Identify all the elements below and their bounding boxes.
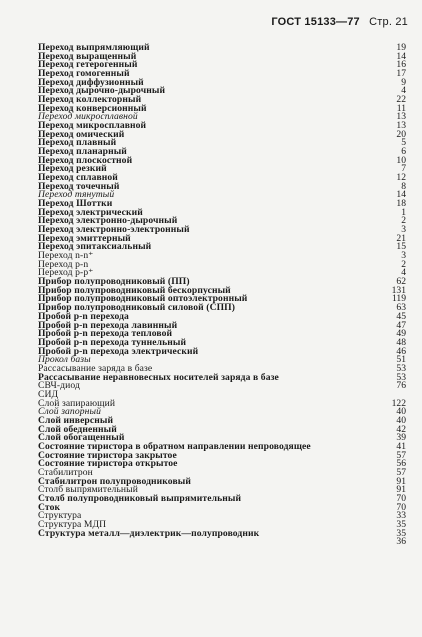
index-term: Прокол базы [38, 354, 91, 366]
index-page-number: 33 [396, 510, 406, 522]
index-page-number: 57 [396, 449, 406, 461]
index-page-number: 18 [396, 198, 406, 210]
index-page-number: 8 [401, 180, 406, 192]
index-page-number: 14 [396, 50, 406, 62]
index-page-number: 51 [396, 354, 406, 366]
index-term: Слой запирающий [38, 397, 116, 409]
index-page-number: 3 [401, 250, 406, 262]
index-page-number: 17 [396, 68, 406, 80]
index-page-number: 3 [401, 224, 406, 236]
index-page-number: 131 [391, 284, 406, 296]
index-page-number: 2 [401, 215, 406, 227]
index-term: Столб полупроводниковый выпрямительный [38, 492, 242, 504]
index-page-number: 46 [396, 345, 406, 357]
index-page-number: 56 [396, 458, 406, 470]
index-term: Прибор полупроводниковый бескорпусный [38, 284, 231, 296]
index-page-number: 45 [396, 310, 406, 322]
index-entry [38, 501, 406, 513]
index-term: Пробой p-n перехода тепловой [38, 328, 173, 340]
index-term: Переход эмиттерный [38, 232, 131, 244]
index-page-number: 13 [396, 120, 406, 132]
index-page-number: 35 [396, 527, 406, 539]
index-entry [38, 345, 406, 357]
index-page-number: 42 [396, 423, 406, 435]
index-term: Переход n-n⁺ [38, 250, 94, 262]
index-page-number: 9 [401, 76, 406, 88]
index-page-number: 70 [396, 492, 406, 504]
index-term: Столб выпрямительный [38, 484, 138, 496]
index-page-number: 11 [396, 102, 406, 114]
index-page-number: 15 [396, 241, 406, 253]
terms-index [38, 44, 406, 547]
index-term: Переход дырочно-дырочный [38, 85, 166, 97]
index-term: Пробой p-n перехода электрический [38, 345, 199, 357]
index-term: Структура [38, 510, 82, 522]
index-page-number: 63 [396, 302, 406, 314]
index-page-number: 119 [391, 293, 406, 305]
index-term: Структура металл—диэлектрик—полупроводник [38, 527, 260, 539]
index-term: Переход сплавной [38, 172, 118, 184]
index-term: Стабилитрон [38, 466, 93, 478]
page-number: Стр. 21 [369, 16, 408, 28]
index-page-number: 19 [396, 42, 406, 53]
index-term: Переход тянутый [38, 189, 115, 201]
index-entry [38, 538, 406, 547]
index-term: Переход планарный [38, 146, 127, 158]
index-page-number: 36 [396, 536, 406, 548]
index-page-number: 16 [396, 59, 406, 71]
index-page-number: 4 [401, 85, 406, 97]
index-page-number: 10 [396, 154, 406, 166]
index-page-number: 7 [401, 163, 406, 175]
index-page-number: 21 [396, 232, 406, 244]
index-term: Состояние тиристора открытое [38, 458, 178, 470]
index-entry [38, 382, 406, 391]
index-page-number: 4 [401, 267, 406, 279]
index-term: Рассасывание неравновесных носителей заряда в базе [38, 371, 279, 383]
index-term: Переход конверсионный [38, 102, 147, 114]
index-entry [38, 492, 406, 504]
index-page-number: 48 [396, 336, 406, 348]
index-term: Переход p-n [38, 258, 89, 270]
index-term: Переход коллекторный [38, 94, 142, 106]
index-term: Структура МДП [38, 518, 107, 530]
index-term: СВЧ-диод [38, 380, 80, 392]
index-term: Стабилитрон полупроводниковый [38, 475, 191, 487]
index-term: Переход микросплавной [38, 120, 147, 132]
index-term: Переход гетерогенный [38, 59, 138, 71]
index-term: Переход выпрямляющий [38, 42, 150, 53]
index-term: Прибор полупроводниковый оптоэлектронный [38, 293, 248, 305]
index-term: Слой обедненный [38, 423, 117, 435]
index-page-number: 35 [396, 518, 406, 530]
index-term: Состояние тиристора в обратном направлении непроводящее [38, 440, 311, 452]
index-term: Переход диффузионный [38, 76, 144, 88]
index-page-number: 91 [396, 484, 406, 496]
index-page-number: 91 [396, 475, 406, 487]
index-page-number: 39 [396, 432, 406, 444]
index-term: Слой запорный [38, 406, 101, 418]
index-page-number: 47 [396, 319, 406, 331]
index-term: Переход выращенный [38, 50, 137, 62]
standard-number: ГОСТ 15133—77 [271, 16, 360, 28]
index-page-number: 70 [396, 501, 406, 513]
index-term: СИД [38, 388, 59, 400]
index-term: Переход резкий [38, 163, 107, 175]
index-page-number: 49 [396, 328, 406, 340]
index-term: Переход микросплавной [38, 111, 138, 123]
index-term: Переход плоскостной [38, 154, 133, 166]
index-page-number: 76 [396, 380, 406, 392]
index-term: Рассасывание заряда в базе [38, 362, 153, 374]
index-term: Переход точечный [38, 180, 120, 192]
index-page-number: 62 [396, 276, 406, 288]
index-page-number: 13 [396, 111, 406, 123]
index-term: Переход электронно-дырочный [38, 215, 178, 227]
index-term: Пробой p-n перехода лавинный [38, 319, 178, 331]
index-term: Пробой p-n перехода [38, 310, 129, 322]
index-page-number: 1 [401, 206, 406, 218]
index-page-number: 53 [396, 362, 406, 374]
index-entry [38, 258, 406, 270]
index-page-number: 14 [396, 189, 406, 201]
index-term: Пробой p-n перехода туннельный [38, 336, 187, 348]
index-term: Переход омический [38, 128, 125, 140]
index-page-number: 40 [396, 406, 406, 418]
index-entry [38, 371, 406, 383]
index-page-number: 22 [396, 94, 406, 106]
index-term: Переход плавный [38, 137, 117, 149]
index-page-number: 41 [396, 440, 406, 452]
index-page-number: 57 [396, 466, 406, 478]
index-term: Состояние тиристора закрытое [38, 449, 177, 461]
index-page-number: 40 [396, 414, 406, 426]
index-term: Переход гомогенный [38, 68, 130, 80]
index-term: Прибор полупроводниковый силовой (СПП) [38, 302, 236, 314]
index-term: Переход электронно-электронный [38, 224, 190, 236]
page-header [271, 16, 408, 28]
index-entry [38, 527, 406, 539]
index-page-number: 5 [401, 137, 406, 149]
index-entry [38, 252, 406, 261]
index-page-number: 12 [396, 172, 406, 184]
index-term: Слой обогащенный [38, 432, 125, 444]
index-term: Прибор полупроводниковый (ПП) [38, 276, 190, 288]
index-page-number: 122 [391, 397, 406, 409]
index-page-number: 53 [396, 371, 406, 383]
index-term: Переход Шоттки [38, 198, 113, 210]
index-page-number: 2 [401, 258, 406, 270]
index-term: Слой инверсный [38, 414, 114, 426]
index-term: Переход эпитаксиальный [38, 241, 152, 253]
index-page-number: 6 [401, 146, 406, 158]
index-term: Переход электрический [38, 206, 143, 218]
index-entry [38, 460, 406, 469]
index-term: Сток [38, 501, 61, 513]
index-entry [38, 243, 406, 252]
index-page-number: 20 [396, 128, 406, 140]
index-term: Переход p-p⁺ [38, 267, 94, 279]
